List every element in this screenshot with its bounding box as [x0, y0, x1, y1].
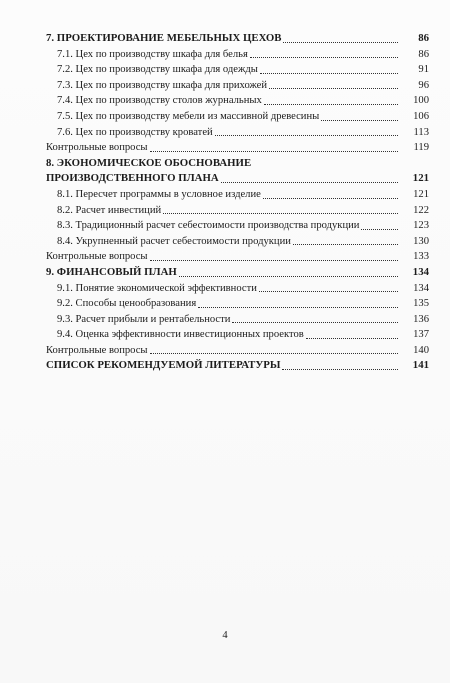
- toc-entry-page: 96: [418, 79, 429, 91]
- toc-entry-review-questions-9: [46, 343, 429, 359]
- toc-entry-8-4: [46, 234, 429, 250]
- toc-entry-page: 86: [418, 48, 429, 60]
- dot-leader: [269, 87, 398, 89]
- toc-entry-title: 7.6. Цех по производству кроватей: [57, 126, 213, 138]
- toc-entry-page: 130: [413, 235, 429, 247]
- toc-entry-bibliography: [46, 358, 429, 374]
- toc-entry-title-line2-row: [46, 171, 429, 187]
- toc-entry-page: 121: [413, 188, 429, 200]
- toc-entry-page: 141: [412, 359, 429, 372]
- toc-entry-8-1: [46, 187, 429, 203]
- toc-entry-7-6: [46, 125, 429, 141]
- dot-leader: [260, 72, 398, 74]
- dot-leader: [259, 290, 398, 292]
- dot-leader: [263, 197, 398, 199]
- toc-entry-page: 135: [413, 298, 429, 310]
- toc-entry-title: 7.3. Цех по производству шкафа для прихожей: [57, 79, 268, 91]
- toc-entry-page: 91: [418, 64, 429, 76]
- toc-entry-7-4: [46, 93, 429, 109]
- toc-entry-page: 134: [412, 265, 429, 278]
- dot-leader: [163, 212, 398, 214]
- toc-entry-title: Контрольные вопросы: [46, 251, 148, 263]
- toc-entry-title: 8.1. Пересчет программы в условное изделие: [57, 188, 261, 200]
- toc-entry-title: Контрольные вопросы: [46, 142, 148, 154]
- toc-entry-title: 8.2. Расчет инвестиций: [57, 204, 162, 216]
- toc-entry-title: СПИСОК РЕКОМЕНДУЕМОЙ ЛИТЕРАТУРЫ: [46, 359, 281, 372]
- toc-entry-title: 8.4. Укрупненный расчет себестоимости продукции: [57, 235, 291, 247]
- dot-leader: [361, 228, 398, 230]
- toc-entry-page: 122: [413, 204, 429, 216]
- dot-leader: [306, 337, 398, 339]
- toc-entry-title: 7.4. Цех по производству столов журнальных: [57, 95, 262, 107]
- toc-entry-page: 136: [413, 313, 429, 325]
- dot-leader: [215, 134, 398, 136]
- dot-leader: [264, 103, 398, 105]
- toc-entry-page: 100: [413, 95, 429, 107]
- dot-leader: [150, 259, 398, 261]
- toc-entry-title: 7.1. Цех по производству шкафа для белья: [57, 48, 248, 60]
- toc-entry-page: 106: [413, 110, 429, 122]
- toc-entry-page: 86: [418, 32, 429, 44]
- toc-entry-7-1: [46, 47, 429, 63]
- dot-leader: [250, 56, 398, 58]
- dot-leader: [321, 119, 398, 121]
- toc-entry-title: 7.2. Цех по производству шкафа для одежды: [57, 64, 258, 76]
- table-of-contents: [46, 31, 429, 374]
- dot-leader: [198, 306, 398, 308]
- toc-entry-7-2: [46, 62, 429, 78]
- toc-entry-page: 121: [412, 172, 429, 185]
- toc-entry-title: 9.1. Понятие экономической эффективности: [57, 282, 257, 294]
- toc-entry-9-2: [46, 296, 429, 312]
- toc-entry-title: 9. ФИНАНСОВЫЙ ПЛАН: [46, 265, 177, 278]
- toc-entry-title: 9.2. Способы ценообразования: [57, 298, 197, 310]
- toc-entry-title: Контрольные вопросы: [46, 344, 148, 356]
- dot-leader: [150, 352, 398, 354]
- toc-entry-page: 134: [413, 282, 429, 294]
- dot-leader: [283, 41, 398, 43]
- dot-leader: [232, 321, 398, 323]
- dot-leader: [221, 181, 398, 183]
- toc-entry-review-questions-8: [46, 249, 429, 265]
- toc-entry-8-2: [46, 203, 429, 219]
- toc-entry-page: 123: [413, 220, 429, 232]
- toc-entry-title-line1: 8. ЭКОНОМИЧЕСКОЕ ОБОСНОВАНИЕ: [46, 156, 252, 169]
- dot-leader: [293, 243, 398, 245]
- toc-entry-review-questions-7: [46, 140, 429, 156]
- toc-entry-page: 113: [413, 126, 429, 138]
- toc-entry-title-line2: ПРОИЗВОДСТВЕННОГО ПЛАНА: [46, 172, 219, 185]
- toc-entry-9-4: [46, 327, 429, 343]
- toc-entry-page: 140: [413, 344, 429, 356]
- toc-entry-title: 9.3. Расчет прибыли и рентабельности: [57, 313, 231, 325]
- toc-entry-7-5: [46, 109, 429, 125]
- toc-entry-page: 119: [413, 142, 429, 154]
- toc-entry-9-1: [46, 281, 429, 297]
- toc-entry-chapter-7: [46, 31, 429, 47]
- dot-leader: [150, 150, 398, 152]
- toc-entry-title: 7. ПРОЕКТИРОВАНИЕ МЕБЕЛЬНЫХ ЦЕХОВ: [46, 32, 282, 44]
- toc-entry-page: 133: [413, 251, 429, 263]
- toc-entry-title: 8.3. Традиционный расчет себестоимости производства продукции: [57, 220, 360, 232]
- toc-entry-page: 137: [413, 329, 429, 341]
- toc-entry-9-3: [46, 312, 429, 328]
- dot-leader: [282, 368, 398, 370]
- toc-entry-chapter-8: [46, 156, 429, 187]
- toc-entry-chapter-9: [46, 265, 429, 281]
- toc-entry-title: 9.4. Оценка эффективности инвестиционных проектов: [57, 329, 304, 341]
- dot-leader: [179, 275, 398, 277]
- toc-entry-8-3: [46, 218, 429, 234]
- toc-entry-7-3: [46, 78, 429, 94]
- toc-entry-title: 7.5. Цех по производству мебели из массивной древесины: [57, 110, 320, 122]
- page-number: 4: [222, 630, 228, 641]
